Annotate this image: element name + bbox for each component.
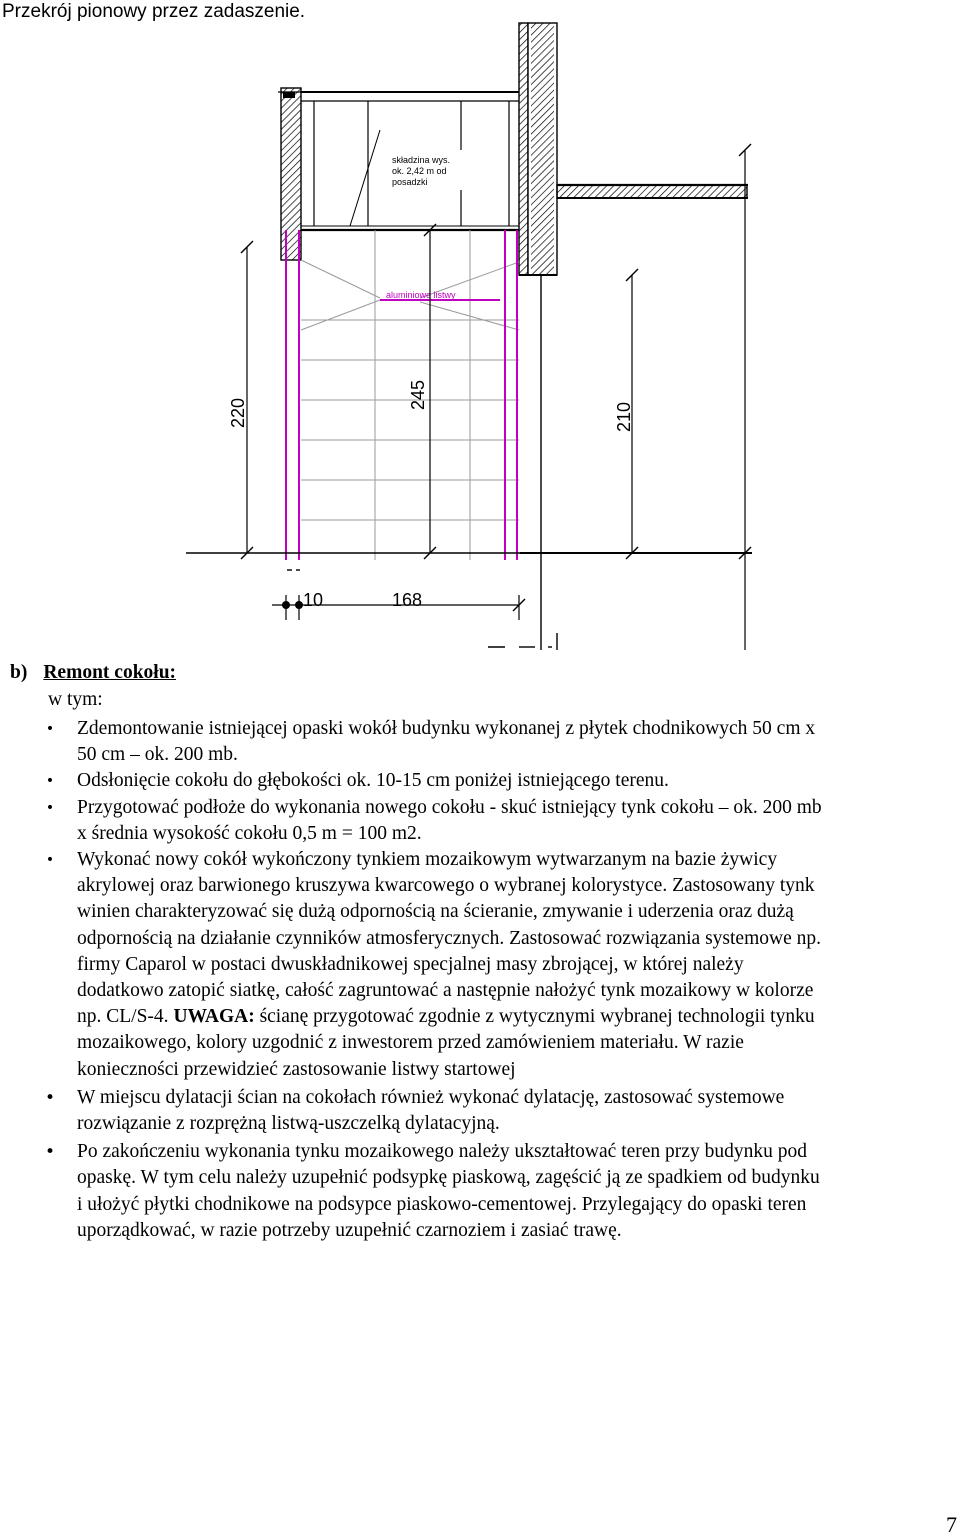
item-text: np. CL/S-4. <box>77 1006 174 1028</box>
section-subtitle: w tym: <box>48 689 103 710</box>
bullet-icon: • <box>45 799 55 816</box>
figure-caption: Przekrój pionowy przez zadaszenie. <box>2 1 306 22</box>
task-list <box>0 716 960 1244</box>
svg-text:168: 168 <box>392 590 423 610</box>
dimension-10-168 <box>272 590 525 620</box>
dimension-245 <box>408 224 436 559</box>
item-line: 50 cm – ok. 200 mb. <box>77 744 238 766</box>
item-line: akrylowej oraz barwionego kruszywa kwarcowego o wybranej kolorystyce. Zastosowany tynk <box>77 875 815 897</box>
dimension-220 <box>228 241 253 559</box>
section-drawing <box>0 0 960 660</box>
item-line: Odsłonięcie cokołu do głębokości ok. 10-15 cm poniżej istniejącego terenu. <box>77 770 669 792</box>
item-text: ścianę przygotować zgodnie z wytycznymi wybranej technologii tynku <box>254 1006 815 1028</box>
bullet-icon: • <box>44 1087 56 1108</box>
existing-wall <box>519 23 557 650</box>
item-line: W miejscu dylatacji ścian na cokołach również wykonać dylatację, zastosować systemowe <box>77 1086 785 1108</box>
item-line: odpornością na działanie czynników atmosferycznych. Zastosować rozwiązania systemowe np. <box>77 927 821 949</box>
svg-text:10: 10 <box>303 590 324 610</box>
label-skladzina <box>388 150 470 190</box>
item-line: Przygotować podłoże do wykonania nowego cokołu - skuć istniejący tynk cokołu – ok. 200 mb <box>77 796 822 818</box>
svg-text:ok. 2,42 m od: ok. 2,42 m od <box>392 166 447 176</box>
svg-text:210: 210 <box>614 401 634 432</box>
label-listwy <box>386 290 456 300</box>
item-line: uporządkować, w razie potrzeby uzupełnić czarnoziem i zasiać trawę. <box>77 1219 622 1241</box>
bullet-icon: • <box>45 721 55 737</box>
svg-text:aluminiowe listwy: aluminiowe listwy <box>386 290 456 300</box>
item-line: opaskę. W tym celu należy uzupełnić podsypkę piaskową, zagęścić ją ze spadkiem od budynku <box>77 1167 820 1189</box>
bullet-icon: • <box>44 1142 56 1163</box>
item-line: Po zakończeniu wykonania tynku mozaikowego należy ukształtować teren przy budynku pod <box>77 1141 807 1163</box>
section-heading <box>10 662 176 684</box>
floor-slab <box>557 185 748 198</box>
item-line: mozaikowego, kolory uzgodnić z inwestorem przed zamówieniem materiału. W razie <box>77 1032 744 1054</box>
list-item <box>0 768 960 794</box>
svg-text:220: 220 <box>228 397 248 428</box>
list-item <box>0 795 960 847</box>
item-line: Wykonać nowy cokół wykończony tynkiem mozaikowym wytwarzanym na bazie żywicy <box>77 849 778 871</box>
dimension-right-edge <box>739 144 751 650</box>
ground-line <box>186 553 752 650</box>
item-line: i ułożyć płytki chodnikowe na podsypce piaskowo-cementowej. Przylegający do opaski teren <box>77 1193 807 1215</box>
svg-text:245: 245 <box>408 379 428 410</box>
item-line: x średnia wysokość cokołu 0,5 m = 100 m2. <box>77 822 422 844</box>
section-marker: b) <box>10 662 28 683</box>
list-item <box>0 716 960 768</box>
purple-posts <box>286 230 517 560</box>
item-line: rozwiązanie z rozprężną listwą-uszczelką dylatacyjną. <box>77 1113 500 1135</box>
dimension-210 <box>614 269 638 559</box>
item-line <box>77 1004 958 1030</box>
list-item <box>0 1085 960 1137</box>
section-title: Remont cokołu: <box>43 662 177 683</box>
list-item <box>0 847 960 1083</box>
bullet-icon: • <box>45 773 55 790</box>
svg-text:składzina wys.: składzina wys. <box>392 155 451 165</box>
item-line: dodatkowo zatopić siatkę, całość zagruntować a następnie nałożyć tynk mozaikowy w kolorze <box>77 980 814 1002</box>
page-number: 7 <box>946 1512 957 1537</box>
list-item <box>0 1139 960 1244</box>
item-line: winien charakteryzować się dużą odpornością na ścieranie, zmywanie i uderzenia oraz dużą <box>77 901 794 923</box>
item-line: Zdemontowanie istniejącej opaski wokół budynku wykonanej z płytek chodnikowych 50 cm x <box>77 718 816 739</box>
item-line: firmy Caparol w postaci dwuskładnikowej specjalnej masy zbrojącej, w której należy <box>77 953 744 975</box>
warning-label: UWAGA: <box>173 1006 255 1028</box>
svg-text:posadzki: posadzki <box>392 177 428 187</box>
item-line: konieczności przewidzieć zastosowanie listwy startowej <box>77 1058 516 1080</box>
bullet-icon: • <box>45 852 55 869</box>
